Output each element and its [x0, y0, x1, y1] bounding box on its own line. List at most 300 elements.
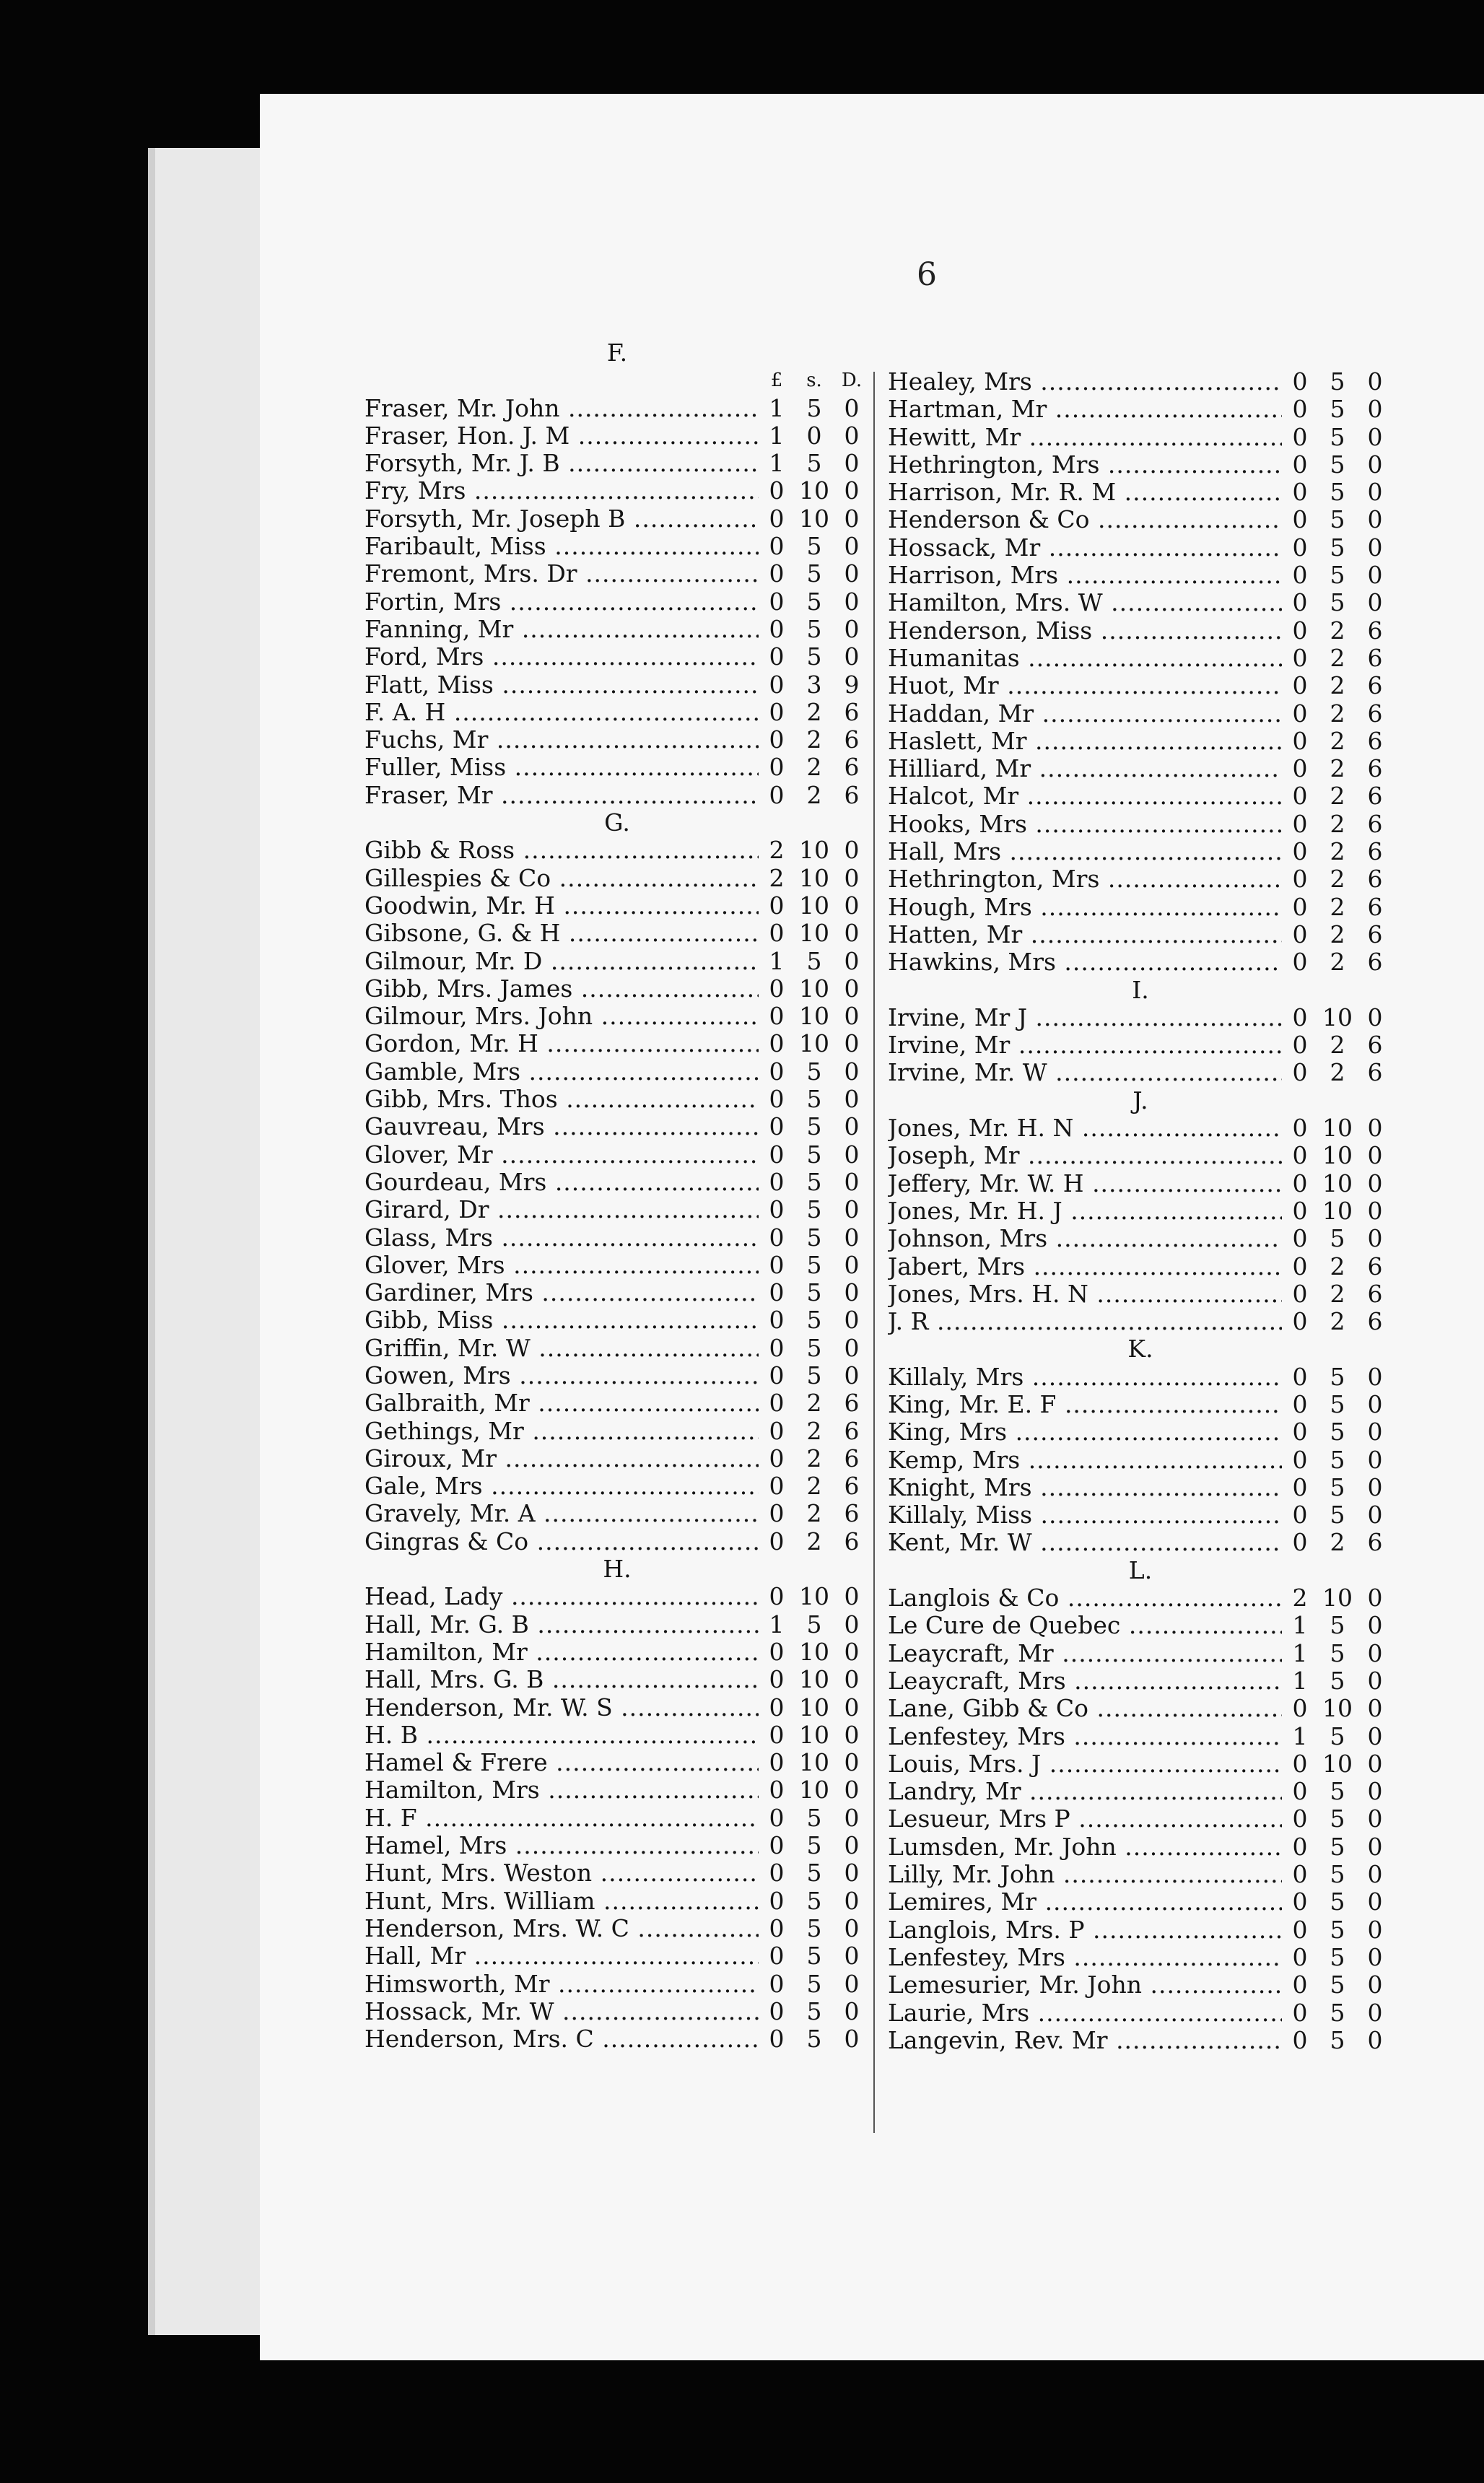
subscriber-row — [888, 948, 1393, 976]
amount-pence: 0 — [844, 1085, 860, 1114]
subscriber-row — [365, 1638, 870, 1666]
amount-pence: 0 — [1367, 1638, 1383, 1667]
amount-shillings: 5 — [806, 1831, 822, 1860]
subscriber-row — [365, 1611, 870, 1638]
subscriber-name: Fraser, Hon. J. M ..... — [365, 422, 759, 450]
amount-pence: 0 — [844, 1665, 860, 1694]
subscriber-row — [365, 1279, 870, 1306]
subscriber-row — [365, 892, 870, 920]
amount-pence: 0 — [1367, 1888, 1383, 1916]
amount-shillings: 2 — [1330, 671, 1345, 700]
subscriber-row — [365, 1694, 870, 1721]
subscriber-row — [888, 894, 1393, 921]
subscriber-name: Jones, Mrs. H. N ..... — [888, 1280, 1282, 1308]
amount-pence: 0 — [1367, 1805, 1383, 1833]
amount-pence: 9 — [844, 670, 860, 699]
subscriber-name: Glover, Mr ..... — [365, 1141, 759, 1169]
subscriber-name: Gowen, Mrs ..... — [365, 1362, 759, 1389]
subscriber-row — [365, 754, 870, 781]
amount-shillings: 10 — [799, 1637, 829, 1666]
subscriber-name: Gamble, Mrs ..... — [365, 1058, 759, 1086]
amount-pounds: 0 — [769, 1223, 785, 1252]
amount-pounds: 0 — [769, 1195, 785, 1224]
amount-pounds: 0 — [769, 1085, 785, 1114]
amount-pence: 0 — [1367, 422, 1383, 451]
amount-pence: 0 — [844, 1913, 860, 1942]
subscriber-row — [365, 1528, 870, 1555]
amount-pounds: 1 — [769, 393, 785, 422]
subscriber-name: J. R ..... — [888, 1308, 1282, 1335]
amount-pence: 6 — [1367, 616, 1383, 645]
amount-shillings: 5 — [1330, 367, 1345, 396]
amount-pence: 6 — [1367, 1307, 1383, 1336]
subscriber-name: Lane, Gibb & Co ..... — [888, 1695, 1282, 1722]
amount-pounds: 0 — [769, 1333, 785, 1362]
amount-shillings: 5 — [1330, 1501, 1345, 1529]
amount-shillings: 5 — [1330, 1389, 1345, 1418]
amount-shillings: 5 — [806, 449, 822, 478]
amount-pence: 6 — [1367, 948, 1383, 977]
subscriber-row — [888, 1584, 1393, 1612]
amount-pounds: 0 — [1292, 1252, 1308, 1280]
subscriber-name: Lemires, Mr ..... — [888, 1888, 1282, 1916]
amount-pounds: 0 — [769, 1472, 785, 1501]
amount-pounds: 0 — [769, 753, 785, 782]
amount-shillings: 5 — [1330, 1224, 1345, 1253]
amount-shillings: 5 — [1330, 1998, 1345, 2027]
subscriber-name: Giroux, Mr ..... — [365, 1445, 759, 1472]
amount-pence: 6 — [844, 753, 860, 782]
amount-shillings: 2 — [806, 1472, 822, 1501]
amount-pounds: 0 — [1292, 1915, 1308, 1944]
amount-shillings: 2 — [806, 725, 822, 754]
right-column — [888, 368, 1393, 2054]
amount-shillings: 10 — [1322, 1169, 1353, 1197]
amount-pence: 6 — [1367, 671, 1383, 700]
amount-shillings: 5 — [806, 587, 822, 616]
amount-shillings: 0 — [806, 421, 822, 450]
subscriber-name: Harrison, Mrs ..... — [888, 562, 1282, 589]
amount-pounds: 0 — [1292, 533, 1308, 562]
amount-pence: 0 — [844, 1859, 860, 1888]
amount-pounds: 0 — [1292, 588, 1308, 617]
amount-shillings: 5 — [806, 1913, 822, 1942]
subscriber-row — [365, 1805, 870, 1832]
amount-pence: 0 — [844, 1831, 860, 1860]
amount-pounds: 0 — [1292, 561, 1308, 590]
amount-pounds: 0 — [1292, 1307, 1308, 1336]
subscriber-name: Gethings, Mr ..... — [365, 1418, 759, 1445]
subscriber-name: Gilmour, Mrs. John ..... — [365, 1003, 759, 1030]
subscriber-row — [365, 948, 870, 975]
amount-pounds: 0 — [769, 1886, 785, 1915]
subscriber-name: Lenfestey, Mrs ..... — [888, 1944, 1282, 1971]
amount-shillings: 5 — [1330, 533, 1345, 562]
amount-shillings: 10 — [799, 1582, 829, 1611]
subscriber-row — [888, 1280, 1393, 1308]
subscriber-name: Head, Lady ..... — [365, 1583, 759, 1610]
amount-shillings: 5 — [806, 1223, 822, 1252]
amount-shillings: 2 — [1330, 1252, 1345, 1280]
subscriber-row — [365, 1113, 870, 1140]
amount-pounds: 0 — [1292, 837, 1308, 866]
subscriber-row — [888, 811, 1393, 838]
amount-shillings: 10 — [799, 1748, 829, 1777]
subscriber-row — [365, 616, 870, 643]
subscriber-row — [888, 1916, 1393, 1944]
amount-pounds: 0 — [769, 2025, 785, 2054]
section-letter-text: F. — [606, 339, 628, 367]
amount-shillings: 2 — [1330, 699, 1345, 728]
amount-pence: 0 — [844, 1333, 860, 1362]
amount-pounds: 0 — [1292, 2025, 1308, 2054]
amount-pence: 0 — [844, 1886, 860, 1915]
subscriber-row — [888, 1059, 1393, 1086]
amount-pounds: 0 — [1292, 643, 1308, 672]
amount-pence: 0 — [1367, 533, 1383, 562]
subscriber-name: Hough, Mrs ..... — [888, 894, 1282, 921]
amount-shillings: 5 — [806, 559, 822, 588]
amount-shillings: 10 — [799, 1693, 829, 1721]
subscriber-row — [888, 479, 1393, 506]
amount-pounds: 0 — [769, 1444, 785, 1472]
amount-pounds: 0 — [1292, 1860, 1308, 1889]
amount-pence: 0 — [1367, 1694, 1383, 1723]
subscriber-name: Killaly, Miss ..... — [888, 1501, 1282, 1529]
subscriber-name: Gibb, Miss ..... — [365, 1306, 759, 1334]
back-sheet-edge — [148, 148, 271, 2335]
amount-shillings: 5 — [1330, 2025, 1345, 2054]
amount-shillings: 5 — [1330, 1721, 1345, 1750]
amount-shillings: 5 — [806, 1112, 822, 1141]
amount-shillings: 2 — [1330, 892, 1345, 921]
amount-pounds: 0 — [769, 1416, 785, 1445]
header-pence: D. — [841, 370, 863, 392]
section-letter — [365, 809, 870, 837]
amount-shillings: 10 — [799, 891, 829, 920]
subscriber-name: Hunt, Mrs. William ..... — [365, 1888, 759, 1915]
subscriber-row — [365, 1003, 870, 1030]
amount-shillings: 5 — [806, 1942, 822, 1971]
amount-shillings: 5 — [806, 2025, 822, 2054]
amount-pounds: 0 — [1292, 367, 1308, 396]
amount-pence: 0 — [844, 974, 860, 1003]
subscriber-row — [888, 1695, 1393, 1722]
subscriber-row — [888, 1971, 1393, 1999]
amount-pence: 6 — [844, 1389, 860, 1418]
amount-pounds: 0 — [769, 1002, 785, 1031]
amount-pence: 0 — [844, 1582, 860, 1611]
amount-pounds: 0 — [769, 1776, 785, 1805]
page-number: 6 — [917, 256, 937, 293]
subscriber-row — [888, 2027, 1393, 2054]
subscriber-name: Knight, Mrs ..... — [888, 1474, 1282, 1501]
subscriber-row — [365, 1252, 870, 1279]
amount-shillings: 5 — [806, 1167, 822, 1196]
subscriber-name: Griffin, Mr. W ..... — [365, 1335, 759, 1362]
amount-pounds: 0 — [1292, 1196, 1308, 1225]
amount-pence: 0 — [1367, 1584, 1383, 1613]
subscriber-name: Girard, Dr ..... — [365, 1196, 759, 1223]
amount-pounds: 0 — [769, 587, 785, 616]
amount-shillings: 5 — [1330, 588, 1345, 617]
amount-pence: 0 — [1367, 478, 1383, 507]
amount-shillings: 2 — [806, 1444, 822, 1472]
amount-pounds: 0 — [769, 1997, 785, 2025]
subscriber-row — [365, 1362, 870, 1389]
section-letter-text: I. — [1132, 975, 1149, 1004]
amount-pence: 6 — [844, 1444, 860, 1472]
amount-pence: 0 — [844, 1969, 860, 1998]
amount-pounds: 0 — [769, 1665, 785, 1694]
amount-pounds: 0 — [1292, 782, 1308, 811]
subscriber-name: Gillespies & Co ..... — [365, 865, 759, 892]
amount-pounds: 2 — [769, 836, 785, 865]
amount-pounds: 0 — [1292, 1362, 1308, 1391]
subscriber-name: Joseph, Mr ..... — [888, 1142, 1282, 1169]
amount-pounds: 0 — [1292, 1942, 1308, 1971]
amount-pence: 0 — [1367, 1169, 1383, 1197]
amount-pounds: 0 — [769, 1693, 785, 1721]
amount-shillings: 5 — [1330, 1472, 1345, 1501]
amount-shillings: 2 — [1330, 809, 1345, 838]
subscriber-row — [888, 1750, 1393, 1778]
subscriber-row — [365, 699, 870, 726]
amount-shillings: 10 — [1322, 1749, 1353, 1778]
subscriber-name: Kemp, Mrs ..... — [888, 1446, 1282, 1474]
amount-pounds: 0 — [1292, 395, 1308, 424]
amount-pence: 0 — [844, 1693, 860, 1721]
amount-shillings: 10 — [799, 1665, 829, 1694]
amount-pence: 0 — [1367, 1418, 1383, 1446]
amount-pounds: 0 — [1292, 1888, 1308, 1916]
amount-pence: 0 — [844, 919, 860, 948]
amount-pence: 0 — [1367, 1666, 1383, 1695]
subscriber-row — [888, 1501, 1393, 1529]
subscriber-name: Goodwin, Mr. H ..... — [365, 892, 759, 920]
amount-pence: 0 — [1367, 1003, 1383, 1031]
left-column — [365, 339, 870, 2053]
amount-pounds: 0 — [1292, 892, 1308, 921]
amount-shillings: 2 — [806, 780, 822, 809]
amount-shillings: 2 — [1330, 782, 1345, 811]
subscriber-row — [365, 560, 870, 588]
amount-shillings: 10 — [1322, 1694, 1353, 1723]
amount-pounds: 0 — [769, 642, 785, 671]
amount-shillings: 5 — [806, 1803, 822, 1832]
amount-pounds: 0 — [769, 1389, 785, 1418]
subscriber-name: Hilliard, Mr ..... — [888, 755, 1282, 782]
subscriber-row — [888, 1253, 1393, 1280]
amount-pounds: 0 — [769, 1969, 785, 1998]
amount-pounds: 0 — [1292, 1528, 1308, 1557]
amount-pence: 0 — [1367, 1501, 1383, 1529]
amount-pounds: 0 — [769, 670, 785, 699]
subscriber-name: Jones, Mr. H. N ..... — [888, 1114, 1282, 1142]
amount-shillings: 2 — [1330, 643, 1345, 672]
amount-pence: 0 — [844, 863, 860, 892]
subscriber-name: Jabert, Mrs ..... — [888, 1253, 1282, 1280]
amount-pounds: 0 — [769, 532, 785, 561]
subscriber-row — [888, 782, 1393, 810]
amount-pence: 0 — [844, 1140, 860, 1169]
subscriber-name: Harrison, Mr. R. M ..... — [888, 479, 1282, 506]
subscriber-row — [365, 1224, 870, 1252]
amount-shillings: 10 — [799, 1720, 829, 1749]
amount-pence: 6 — [1367, 754, 1383, 783]
subscriber-name: Jones, Mr. H. J ..... — [888, 1197, 1282, 1225]
section-letter — [365, 339, 870, 367]
subscriber-name: Hatten, Mr ..... — [888, 921, 1282, 948]
subscriber-name: Hall, Mrs ..... — [888, 838, 1282, 865]
amount-shillings: 10 — [1322, 1114, 1353, 1143]
section-letter — [888, 1335, 1393, 1363]
amount-pounds: 0 — [769, 919, 785, 948]
subscriber-row — [888, 921, 1393, 948]
subscriber-name: Fanning, Mr ..... — [365, 616, 759, 643]
amount-shillings: 2 — [1330, 1058, 1345, 1087]
amount-pence: 0 — [1367, 1389, 1383, 1418]
subscriber-row — [888, 645, 1393, 672]
amount-pence: 0 — [844, 1942, 860, 1971]
section-letter-text: L. — [1128, 1555, 1153, 1584]
subscriber-name: Irvine, Mr. W ..... — [888, 1059, 1282, 1086]
amount-pounds: 0 — [769, 1306, 785, 1335]
amount-pounds: 0 — [769, 697, 785, 726]
amount-pounds: 0 — [1292, 616, 1308, 645]
subscriber-name: Glover, Mrs ..... — [365, 1252, 759, 1279]
subscriber-row — [365, 1915, 870, 1942]
amount-pence: 0 — [1367, 1611, 1383, 1640]
amount-shillings: 5 — [806, 1195, 822, 1224]
subscriber-row — [888, 672, 1393, 699]
subscriber-row — [365, 1942, 870, 1970]
subscriber-row — [365, 1500, 870, 1527]
amount-shillings: 5 — [1330, 1971, 1345, 1999]
amount-shillings: 2 — [1330, 1031, 1345, 1060]
section-letter-text: G. — [604, 808, 630, 837]
subscriber-row — [365, 643, 870, 671]
subscriber-name: Humanitas ..... — [888, 645, 1282, 672]
amount-shillings: 5 — [1330, 478, 1345, 507]
amount-shillings: 5 — [1330, 1445, 1345, 1474]
subscriber-row — [888, 396, 1393, 423]
amount-shillings: 10 — [799, 1029, 829, 1058]
currency-headers — [365, 367, 870, 394]
subscriber-row — [365, 865, 870, 892]
amount-pounds: 2 — [769, 863, 785, 892]
subscriber-row — [888, 368, 1393, 396]
amount-shillings: 10 — [799, 1002, 829, 1031]
amount-shillings: 5 — [806, 1306, 822, 1335]
amount-shillings: 5 — [806, 532, 822, 561]
subscriber-row — [365, 1472, 870, 1500]
amount-pence: 0 — [844, 587, 860, 616]
amount-shillings: 10 — [799, 504, 829, 533]
amount-shillings: 5 — [806, 614, 822, 643]
subscriber-name: Gibb & Ross ..... — [365, 837, 759, 864]
amount-shillings: 5 — [1330, 1418, 1345, 1446]
amount-shillings: 5 — [806, 1997, 822, 2025]
subscriber-row — [365, 1998, 870, 2025]
column-divider — [873, 372, 875, 2133]
subscriber-name: Hamel, Mrs ..... — [365, 1832, 759, 1859]
amount-pounds: 0 — [1292, 948, 1308, 977]
amount-pence: 0 — [1367, 1196, 1383, 1225]
amount-pounds: 0 — [769, 725, 785, 754]
subscriber-name: Gibsone, G. & H ..... — [365, 920, 759, 947]
subscriber-name: H. F ..... — [365, 1805, 759, 1832]
amount-shillings: 5 — [1330, 1611, 1345, 1640]
amount-shillings: 10 — [799, 836, 829, 865]
subscriber-row — [365, 975, 870, 1003]
amount-pence: 0 — [844, 1776, 860, 1805]
subscriber-row — [365, 1418, 870, 1445]
amount-pence: 6 — [1367, 1279, 1383, 1308]
amount-pounds: 0 — [769, 1140, 785, 1169]
amount-shillings: 10 — [1322, 1141, 1353, 1170]
amount-shillings: 5 — [1330, 1832, 1345, 1861]
subscriber-name: Gauvreau, Mrs ..... — [365, 1113, 759, 1140]
amount-pence: 6 — [1367, 865, 1383, 894]
amount-shillings: 2 — [806, 697, 822, 726]
amount-pence: 0 — [1367, 1721, 1383, 1750]
amount-pence: 0 — [844, 393, 860, 422]
amount-pence: 0 — [844, 504, 860, 533]
subscriber-name: H. B ..... — [365, 1721, 759, 1749]
amount-pounds: 0 — [769, 504, 785, 533]
subscriber-row — [365, 1721, 870, 1749]
amount-pounds: 0 — [769, 1859, 785, 1888]
amount-shillings: 10 — [1322, 1003, 1353, 1031]
amount-shillings: 10 — [799, 974, 829, 1003]
amount-pence: 0 — [844, 449, 860, 478]
subscriber-row — [365, 782, 870, 809]
amount-pence: 0 — [844, 1112, 860, 1141]
subscriber-row — [888, 1197, 1393, 1225]
subscriber-name: Glass, Mrs ..... — [365, 1224, 759, 1252]
amount-shillings: 5 — [806, 1859, 822, 1888]
subscriber-name: Fortin, Mrs ..... — [365, 588, 759, 616]
amount-pounds: 0 — [1292, 1971, 1308, 1999]
subscriber-name: Flatt, Miss ..... — [365, 671, 759, 699]
subscriber-row — [888, 451, 1393, 479]
amount-pounds: 0 — [769, 1167, 785, 1196]
amount-pence: 6 — [1367, 699, 1383, 728]
subscriber-row — [365, 588, 870, 616]
subscriber-name: Johnson, Mrs ..... — [888, 1225, 1282, 1252]
subscriber-name: King, Mrs ..... — [888, 1418, 1282, 1446]
amount-shillings: 5 — [1330, 1362, 1345, 1391]
amount-pounds: 2 — [1292, 1584, 1308, 1613]
subscriber-name: Huot, Mr ..... — [888, 672, 1282, 699]
amount-pounds: 0 — [1292, 1389, 1308, 1418]
amount-pence: 0 — [844, 614, 860, 643]
amount-shillings: 2 — [1330, 754, 1345, 783]
subscriber-name: Hethrington, Mrs ..... — [888, 865, 1282, 893]
subscriber-row — [888, 1170, 1393, 1197]
subscriber-name: Henderson, Mr. W. S ..... — [365, 1694, 759, 1721]
subscriber-name: Gardiner, Mrs ..... — [365, 1279, 759, 1306]
amount-pence: 0 — [844, 1167, 860, 1196]
amount-pence: 0 — [1367, 1971, 1383, 1999]
amount-pence: 0 — [1367, 1472, 1383, 1501]
subscriber-row — [888, 700, 1393, 728]
subscriber-name: Hamilton, Mrs. W ..... — [888, 589, 1282, 616]
amount-pence: 0 — [1367, 1915, 1383, 1944]
amount-shillings: 5 — [806, 393, 822, 422]
amount-pence: 6 — [1367, 892, 1383, 921]
